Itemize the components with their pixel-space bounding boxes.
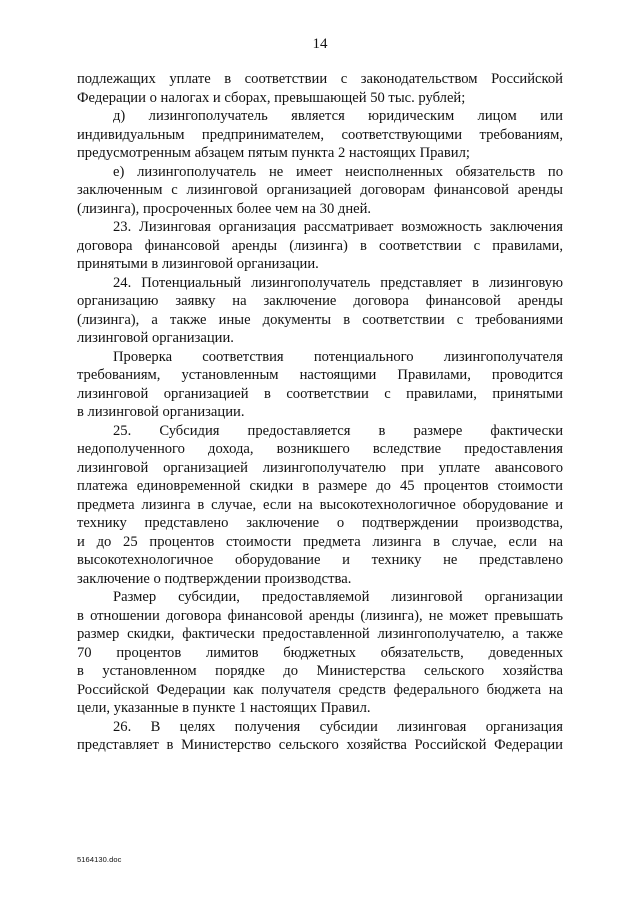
text-line: 23. Лизинговая организация рассматривает возможность заключения: [113, 219, 563, 235]
text-line: лизинговой организацией в соответствии с правилами, принятыми: [77, 385, 563, 402]
text-line: требованиям, установленным настоящими Правилами, проводится: [77, 367, 563, 383]
text-line: (лизинга), а также иные документы в соответствии с требованиями: [77, 311, 563, 328]
text-line: цели, указанные в пункте 1 настоящих Правил.: [77, 700, 371, 716]
text-line: Размер субсидии, предоставляемой лизинговой организации: [113, 589, 563, 605]
text-line: 24. Потенциальный лизингополучатель представляет в лизинговую: [113, 274, 563, 291]
text-line: 70 процентов лимитов бюджетных обязательств, доведенных: [77, 644, 563, 661]
text-line: подлежащих уплате в соответствии с законодательством Российской: [77, 71, 563, 87]
text-line: лизинговой организацией лизингополучателю при уплате авансового: [77, 459, 563, 476]
text-line: представляет в Министерство сельского хозяйства Российской Федерации: [77, 737, 563, 753]
text-line: 26. В целях получения субсидии лизинговая организация: [113, 718, 563, 735]
text-line: высокотехнологичное оборудование и технику не представлено: [77, 552, 563, 568]
text-line: принятыми в лизинговой организации.: [77, 256, 319, 272]
file-name-footer: 5164130.doc: [77, 855, 122, 864]
text-line: е) лизингополучатель не имеет неисполненных обязательств по: [113, 163, 563, 180]
text-line: индивидуальным предпринимателем, соответствующими требованиям,: [77, 126, 563, 143]
text-line: лизинговой организации.: [77, 330, 234, 346]
text-line: размер скидки, фактически предоставленной лизингополучателю, а также: [77, 626, 563, 642]
text-line: предмета лизинга в случае, если на высокотехнологичное оборудование и: [77, 496, 563, 513]
document-body: [77, 70, 563, 755]
page-number: 14: [312, 36, 328, 52]
text-line: (лизинга), просроченных более чем на 30 дней.: [77, 200, 372, 217]
text-line: в отношении договора финансовой аренды (лизинга), не может превышать: [77, 607, 563, 624]
text-line: договора финансовой аренды (лизинга) в соответствии с правилами,: [77, 237, 563, 254]
text-line: в установленном порядке до Министерства сельского хозяйства: [77, 663, 563, 679]
text-line: предусмотренным абзацем пятым пункта 2 настоящих Правил;: [77, 145, 470, 161]
text-line: организацию заявку на заключение договора финансовой аренды: [77, 293, 563, 309]
text-line: Российской Федерации как получателя средств федерального бюджета на: [77, 681, 563, 698]
text-line: заключенным с лизинговой организацией договорам финансовой аренды: [77, 182, 563, 198]
text-line: технику представлено заключение о подтверждении производства,: [77, 515, 563, 531]
text-line: заключение о подтверждении производства.: [77, 570, 352, 587]
text-line: и до 25 процентов стоимости предмета лизинга в случае, если на: [77, 533, 563, 550]
text-line: 25. Субсидия предоставляется в размере фактически: [113, 422, 563, 439]
text-line: д) лизингополучатель является юридическим лицом или: [113, 108, 563, 124]
text-line: платежа единовременной скидки в размере до 45 процентов стоимости: [77, 478, 563, 494]
text-line: в лизинговой организации.: [77, 404, 245, 420]
text-line: недополученного дохода, возникшего вследствие предоставления: [77, 441, 563, 457]
text-line: Федерации о налогах и сборах, превышающей 50 тыс. рублей;: [77, 89, 466, 106]
text-line: Проверка соответствия потенциального лизингополучателя: [113, 348, 563, 365]
